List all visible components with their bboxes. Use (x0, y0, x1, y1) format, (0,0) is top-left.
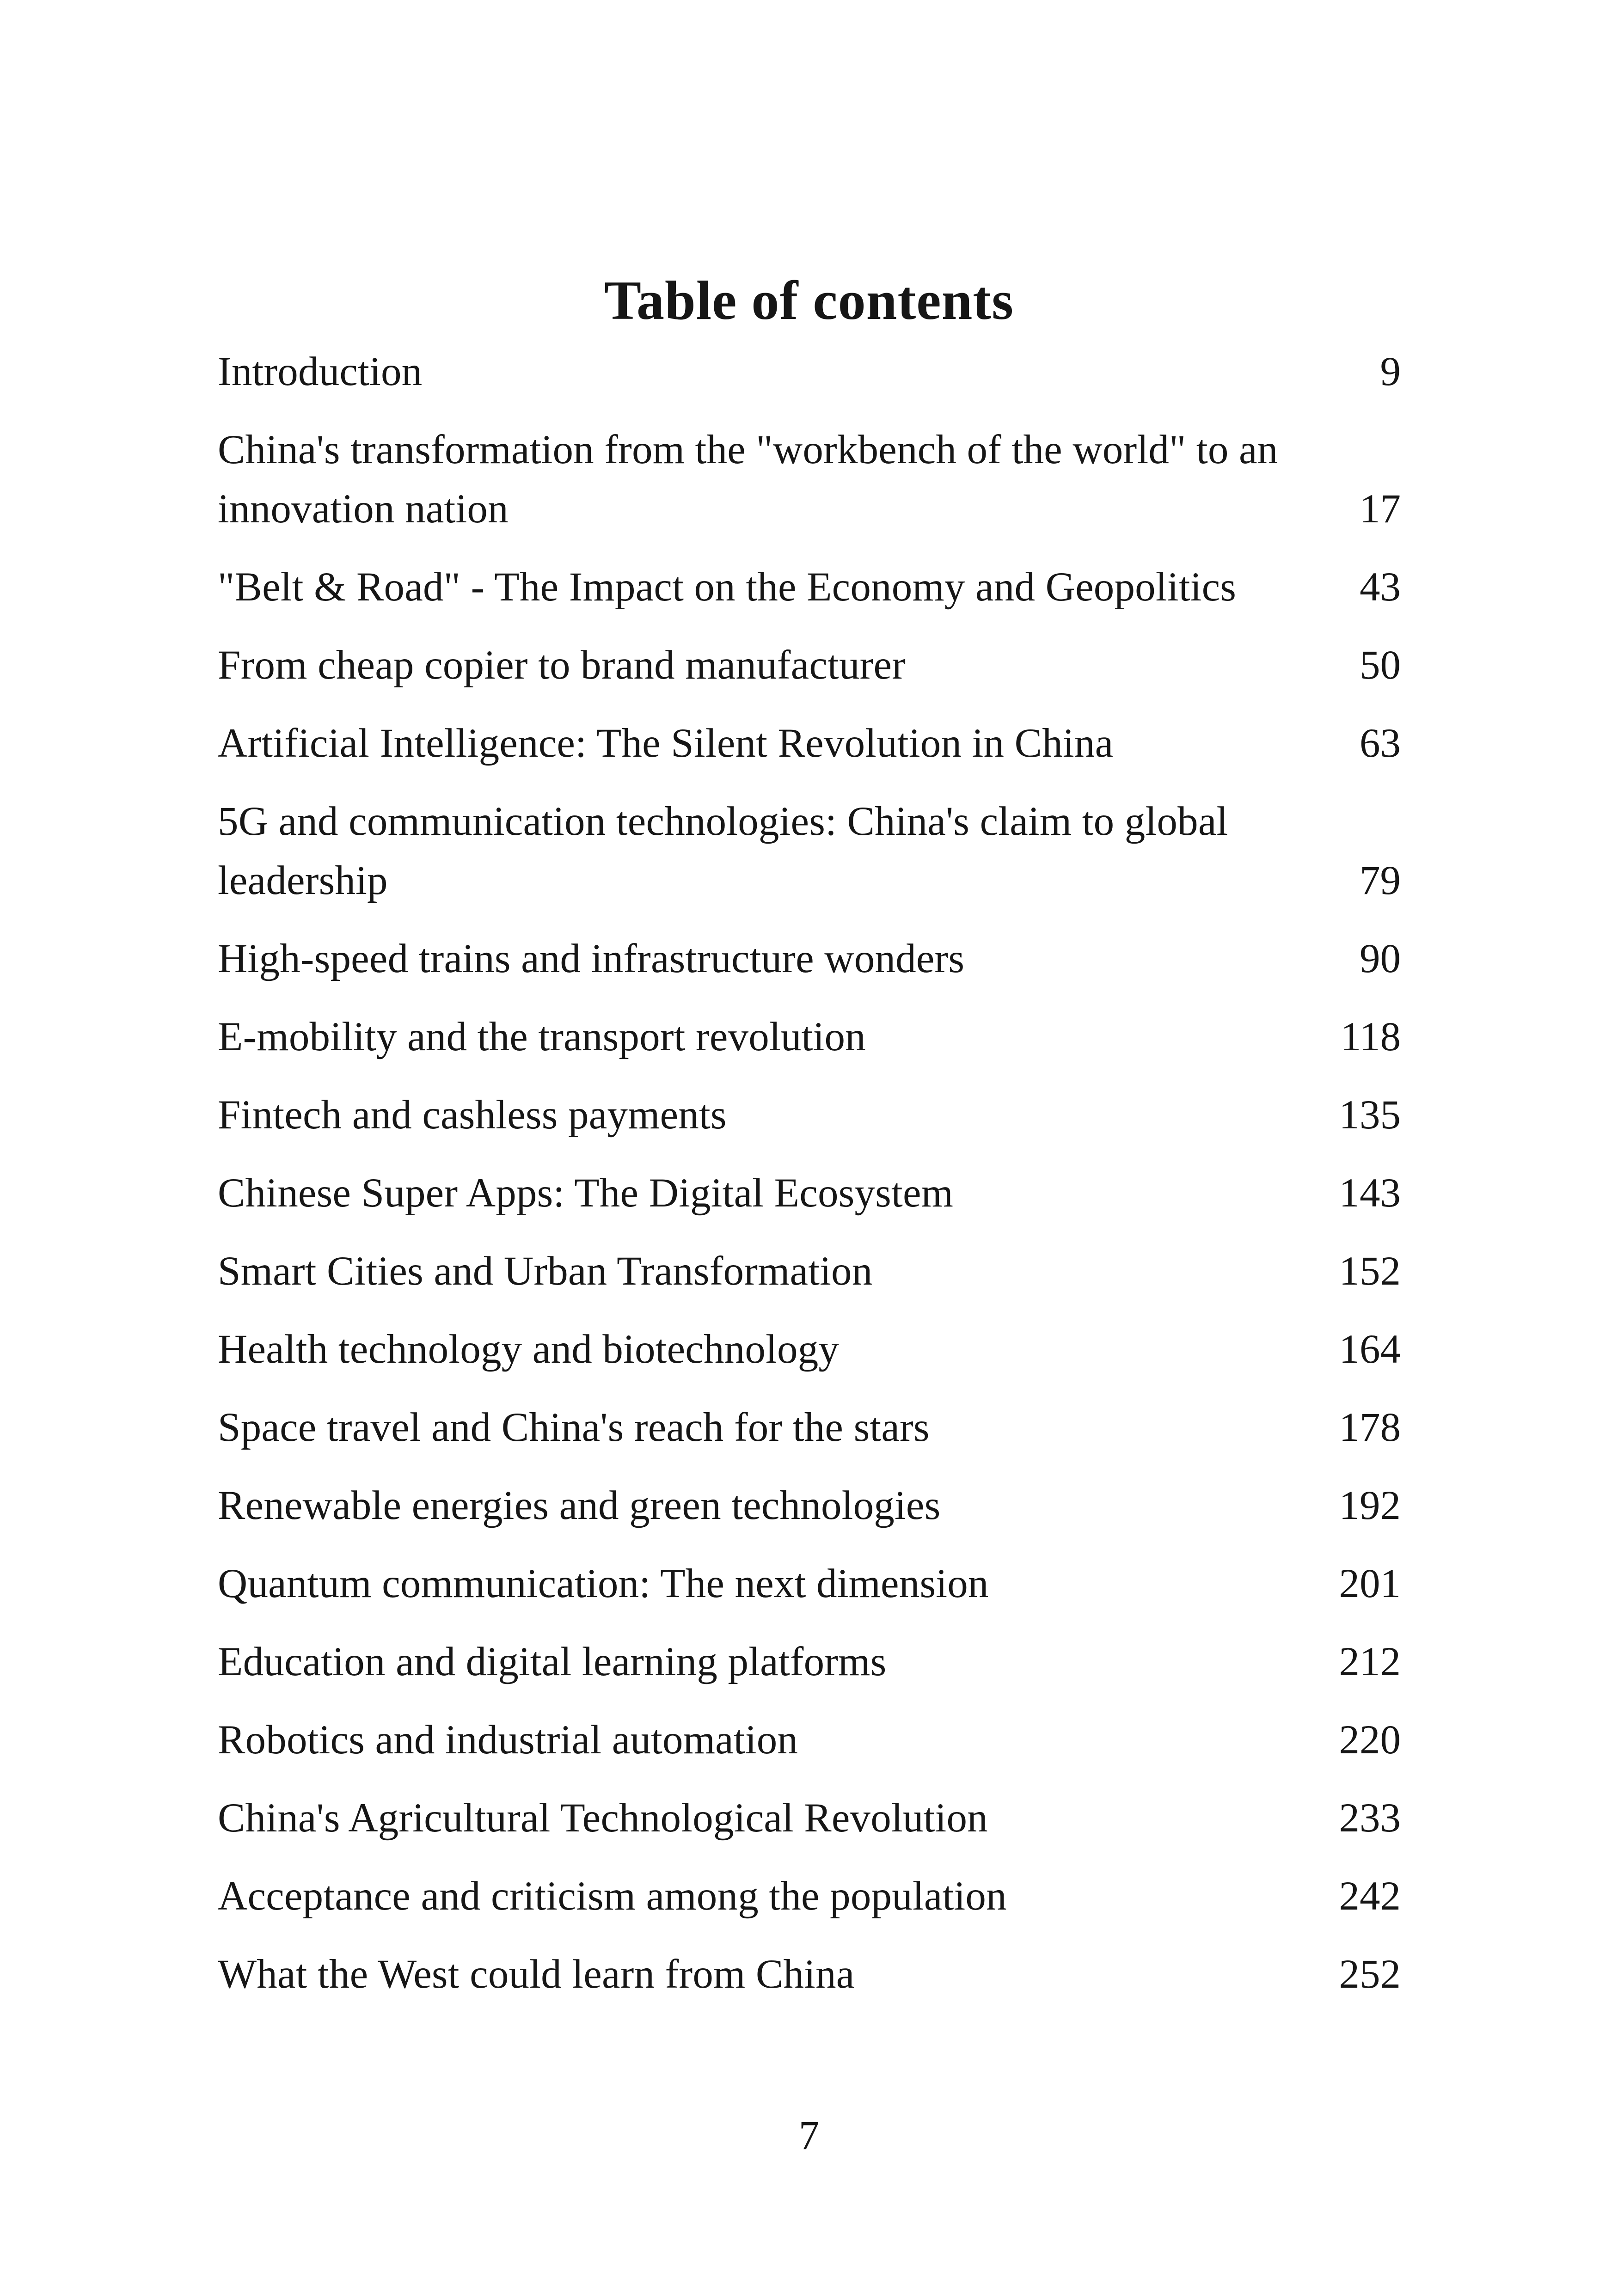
toc-entry-page: 79 (1360, 858, 1401, 903)
toc-entry-title: Health technology and biotechnology (218, 1327, 840, 1372)
toc-entry (218, 1242, 1401, 1301)
toc-entry-title: Quantum communication: The next dimension (218, 1561, 989, 1606)
toc-entry-page: 252 (1339, 1952, 1401, 1997)
toc-list (218, 342, 1401, 2023)
toc-entry-page: 135 (1339, 1092, 1401, 1138)
page-number: 7 (798, 2113, 820, 2158)
toc-entry-title: Acceptance and criticism among the population (218, 1874, 1007, 1919)
toc-entry-page: 220 (1339, 1717, 1401, 1763)
toc-entry (218, 1163, 1401, 1223)
toc-entry-title: E-mobility and the transport revolution (218, 1014, 866, 1059)
toc-entry-title: Robotics and industrial automation (218, 1717, 798, 1763)
toc-entry-title: Space travel and China's reach for the stars (218, 1405, 930, 1450)
toc-entry-title: Artificial Intelligence: The Silent Revolution in China (218, 721, 1114, 766)
toc-entry (218, 1476, 1401, 1535)
toc-entry (218, 342, 1401, 401)
toc-entry (218, 420, 1401, 539)
toc-entry (218, 929, 1401, 988)
toc-entry (218, 1320, 1401, 1379)
toc-entry-page: 192 (1339, 1483, 1401, 1528)
toc-entry-title: Chinese Super Apps: The Digital Ecosystem (218, 1170, 954, 1216)
toc-entry-title: 5G and communication technologies: China's claim to global leadership (218, 799, 1228, 903)
toc-entry (218, 1945, 1401, 2004)
toc-entry (218, 1867, 1401, 1926)
toc-entry-title: From cheap copier to brand manufacturer (218, 643, 906, 688)
toc-entry-page: 242 (1339, 1874, 1401, 1919)
toc-entry-title: Education and digital learning platforms (218, 1639, 887, 1684)
toc-entry (218, 1788, 1401, 1848)
toc-entry-title: Fintech and cashless payments (218, 1092, 727, 1138)
toc-entry-page: 152 (1339, 1249, 1401, 1294)
toc-entry-page: 143 (1339, 1170, 1401, 1216)
toc-entry-title: Smart Cities and Urban Transformation (218, 1249, 873, 1294)
toc-entry-title: Introduction (218, 349, 423, 394)
toc-entry-page: 201 (1339, 1561, 1401, 1606)
toc-entry-page: 43 (1360, 564, 1401, 610)
toc-entry-page: 9 (1380, 349, 1401, 394)
toc-entry-title: China's Agricultural Technological Revolution (218, 1795, 988, 1841)
toc-entry (218, 714, 1401, 773)
toc-entry-page: 90 (1360, 936, 1401, 981)
toc-entry (218, 792, 1401, 910)
toc-entry-page: 17 (1360, 486, 1401, 532)
toc-entry (218, 1085, 1401, 1145)
toc-entry-title: Renewable energies and green technologies (218, 1483, 941, 1528)
toc-entry (218, 1007, 1401, 1066)
toc-entry-page: 233 (1339, 1795, 1401, 1841)
toc-entry-page: 178 (1339, 1405, 1401, 1450)
toc-entry-page: 63 (1360, 721, 1401, 766)
toc-entry-page: 50 (1360, 643, 1401, 688)
toc-entry-page: 212 (1339, 1639, 1401, 1684)
page-title: Table of contents (604, 269, 1014, 331)
toc-entry (218, 636, 1401, 695)
toc-entry-title: What the West could learn from China (218, 1952, 855, 1997)
toc-entry-title: High-speed trains and infrastructure wonders (218, 936, 965, 981)
toc-entry-title: "Belt & Road" - The Impact on the Economy and Geopolitics (218, 564, 1237, 610)
toc-entry (218, 1710, 1401, 1769)
toc-entry (218, 1398, 1401, 1457)
toc-entry-title: China's transformation from the "workbench of the world" to an innovation nation (218, 427, 1278, 532)
toc-entry (218, 557, 1401, 617)
toc-entry-page: 118 (1340, 1014, 1401, 1059)
toc-entry (218, 1554, 1401, 1613)
toc-entry (218, 1632, 1401, 1691)
toc-entry-page: 164 (1339, 1327, 1401, 1372)
